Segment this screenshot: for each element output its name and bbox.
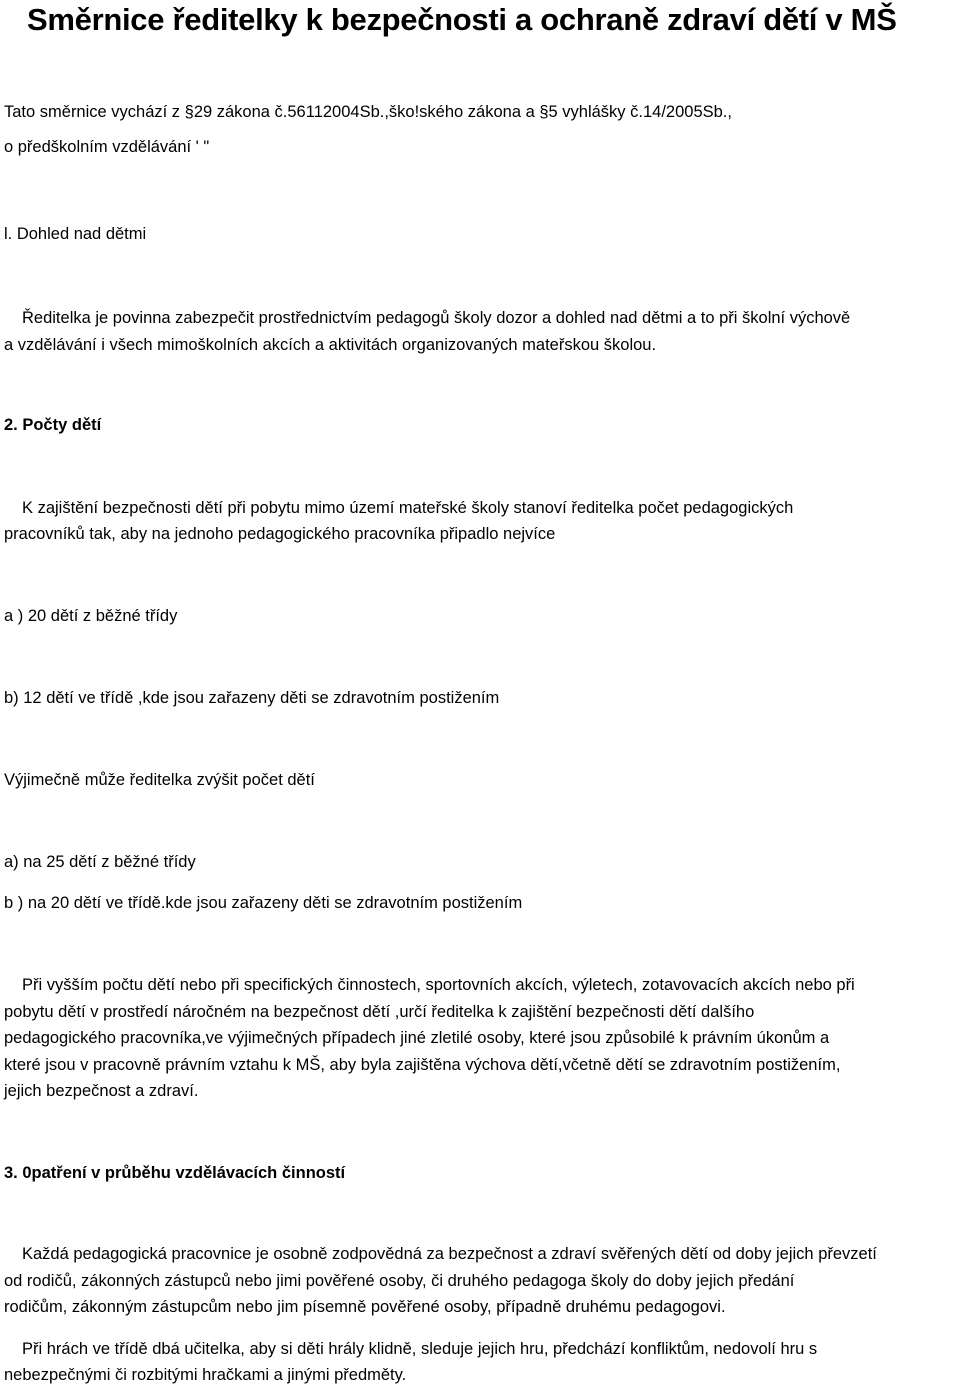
exception-item-a: a) na 25 dětí z běžné třídy (4, 853, 196, 871)
section-1-heading: l. Dohled nad dětmi (4, 225, 147, 243)
section-2-paragraph-2-line-1: Při vyšším počtu dětí nebo při specifických činnostech, sportovních akcích, výletech, zotavovacích akcích nebo při (22, 976, 855, 994)
document-title: Směrnice ředitelky k bezpečnosti a ochraně zdraví dětí v MŠ (27, 2, 897, 37)
section-3-paragraph-line-2: od rodičů, zákonných zástupců nebo jimi pověřené osoby, či druhého pedagoga školy do doby jejich předání (4, 1272, 795, 1290)
limit-item-b: b) 12 dětí ve třídě ,kde jsou zařazeny děti se zdravotním postižením (4, 689, 500, 707)
section-2-paragraph-2-line-5: jejich bezpečnost a zdraví. (4, 1082, 199, 1100)
section-3-heading: 3. 0patření v průběhu vzdělávacích činností (4, 1164, 346, 1182)
intro-line-1: Tato směrnice vychází z §29 zákona č.56112004Sb.,ško!ského zákona a §5 vyhlášky č.14/2005Sb., (4, 103, 732, 121)
section-3-paragraph-line-3: rodičům, zákonným zástupcům nebo jim písemně pověřené osoby, případně druhému pedagogovi. (4, 1298, 726, 1316)
section-2-paragraph-2-line-2: pobytu dětí v prostředí náročném na bezpečnost dětí ,určí ředitelka k zajištění bezpečnosti dětí dalšího (4, 1003, 755, 1021)
exception-item-b: b ) na 20 dětí ve třídě.kde jsou zařazeny děti se zdravotním postižením (4, 894, 523, 912)
section-1-paragraph-line-1: Ředitelka je povinna zabezpečit prostřednictvím pedagogů školy dozor a dohled nad dětmi a to při školní výchově (22, 309, 851, 327)
intro-line-2: o předškolním vzdělávání ' " (4, 138, 210, 156)
section-3-paragraph-2-line-1: Při hrách ve třídě dbá učitelka, aby si děti hrály klidně, sleduje jejich hru, předchází konfliktům, nedovolí hru s (22, 1340, 818, 1358)
section-2-heading: 2. Počty dětí (4, 416, 102, 434)
section-2-paragraph-2-line-4: které jsou v pracovně právním vztahu k MŠ, aby byla zajištěna výchova dětí,včetně dětí se zdravotním postižením, (4, 1056, 841, 1074)
section-2-paragraph-2-line-3: pedagogického pracovníka,ve výjimečných případech jiné zletilé osoby, které jsou způsobilé k právním úkonům a (4, 1029, 830, 1047)
limit-item-a: a ) 20 dětí z běžné třídy (4, 607, 178, 625)
section-1-paragraph-line-2: a vzdělávání i všech mimoškolních akcích a aktivitách organizovaných mateřskou školou. (4, 336, 657, 354)
section-3-paragraph-line-1: Každá pedagogická pracovnice je osobně zodpovědná za bezpečnost a zdraví svěřených dětí od doby jejich převzetí (22, 1245, 877, 1263)
section-2-paragraph-line-1: K zajištění bezpečnosti dětí při pobytu mimo území mateřské školy stanoví ředitelka počet pedagogických (22, 499, 794, 517)
section-2-paragraph-line-2: pracovníků tak, aby na jednoho pedagogického pracovníka připadlo nejvíce (4, 525, 556, 543)
exception-statement: Výjimečně může ředitelka zvýšit počet dětí (4, 771, 315, 789)
section-3-paragraph-2-line-2: nebezpečnými či rozbitými hračkami a jinými předměty. (4, 1366, 407, 1384)
